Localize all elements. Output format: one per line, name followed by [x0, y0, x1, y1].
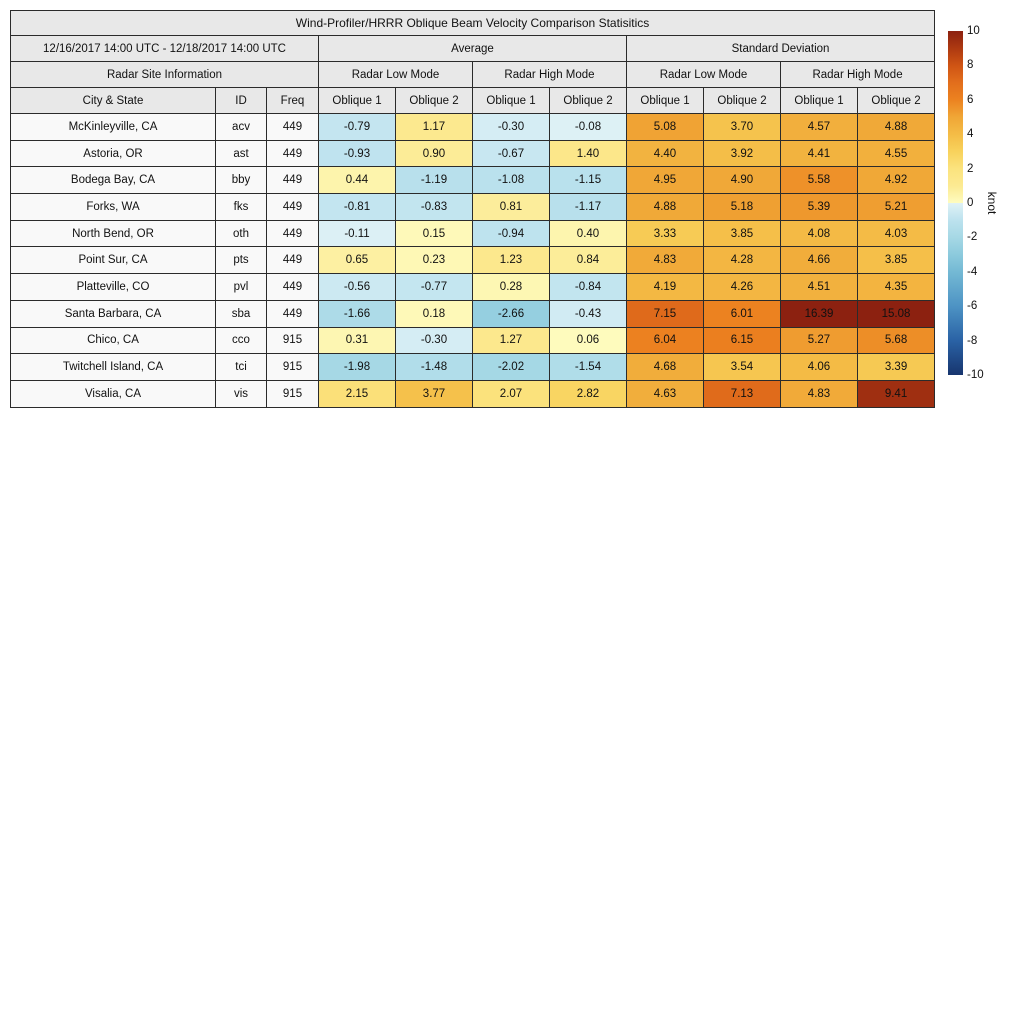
value-cell: 6.01: [704, 300, 781, 327]
column-header-5: Oblique 1: [473, 88, 550, 114]
value-cell: -0.30: [396, 327, 473, 354]
section-header-row: [11, 36, 935, 62]
city-cell: Bodega Bay, CA: [11, 167, 216, 194]
city-cell: McKinleyville, CA: [11, 114, 216, 141]
title-row: [11, 11, 935, 36]
value-cell: -1.17: [550, 194, 627, 221]
value-cell: 5.27: [781, 327, 858, 354]
table-row: [11, 220, 935, 247]
value-cell: 1.17: [396, 114, 473, 141]
column-header-9: Oblique 1: [781, 88, 858, 114]
value-cell: 6.04: [627, 327, 704, 354]
value-cell: 1.40: [550, 140, 627, 167]
freq-cell: 449: [267, 167, 319, 194]
value-cell: 0.28: [473, 274, 550, 301]
freq-cell: 449: [267, 220, 319, 247]
average-section-header: Average: [319, 36, 627, 62]
stddev-section-header: Standard Deviation: [627, 36, 935, 62]
table-row: [11, 140, 935, 167]
value-cell: -0.56: [319, 274, 396, 301]
value-cell: -2.02: [473, 354, 550, 381]
value-cell: -1.48: [396, 354, 473, 381]
value-cell: 3.85: [858, 247, 935, 274]
value-cell: 3.85: [704, 220, 781, 247]
table-row: [11, 114, 935, 141]
value-cell: 3.54: [704, 354, 781, 381]
freq-cell: 449: [267, 300, 319, 327]
value-cell: 2.15: [319, 380, 396, 407]
value-cell: -1.15: [550, 167, 627, 194]
value-cell: -1.54: [550, 354, 627, 381]
value-cell: 4.83: [627, 247, 704, 274]
value-cell: -0.30: [473, 114, 550, 141]
freq-cell: 449: [267, 194, 319, 221]
value-cell: 0.44: [319, 167, 396, 194]
value-cell: 4.40: [627, 140, 704, 167]
column-header-6: Oblique 2: [550, 88, 627, 114]
value-cell: 4.41: [781, 140, 858, 167]
city-cell: Chico, CA: [11, 327, 216, 354]
colorbar-tick: 6: [967, 93, 974, 106]
value-cell: 4.92: [858, 167, 935, 194]
value-cell: 1.27: [473, 327, 550, 354]
colorbar-tick: -6: [967, 300, 978, 313]
freq-cell: 915: [267, 327, 319, 354]
avg-low-mode-header: Radar Low Mode: [319, 62, 473, 88]
table-row: [11, 300, 935, 327]
colorbar-tick: 8: [967, 59, 974, 72]
column-header-8: Oblique 2: [704, 88, 781, 114]
value-cell: 0.06: [550, 327, 627, 354]
freq-cell: 915: [267, 380, 319, 407]
value-cell: 4.66: [781, 247, 858, 274]
value-cell: 3.92: [704, 140, 781, 167]
value-cell: 4.88: [627, 194, 704, 221]
table-row: [11, 354, 935, 381]
value-cell: 0.81: [473, 194, 550, 221]
colorbar-gradient: [948, 31, 963, 375]
value-cell: 4.90: [704, 167, 781, 194]
value-cell: -1.98: [319, 354, 396, 381]
value-cell: 4.08: [781, 220, 858, 247]
freq-cell: 915: [267, 354, 319, 381]
value-cell: 6.15: [704, 327, 781, 354]
freq-cell: 449: [267, 114, 319, 141]
value-cell: 4.57: [781, 114, 858, 141]
sd-low-mode-header: Radar Low Mode: [627, 62, 781, 88]
value-cell: -1.66: [319, 300, 396, 327]
table-body: [11, 114, 935, 408]
value-cell: -1.08: [473, 167, 550, 194]
value-cell: 2.07: [473, 380, 550, 407]
value-cell: 0.40: [550, 220, 627, 247]
value-cell: 3.70: [704, 114, 781, 141]
value-cell: 1.23: [473, 247, 550, 274]
colorbar-tick: 2: [967, 162, 974, 175]
freq-cell: 449: [267, 140, 319, 167]
id-cell: acv: [216, 114, 267, 141]
value-cell: 4.51: [781, 274, 858, 301]
value-cell: 15.08: [858, 300, 935, 327]
value-cell: 5.58: [781, 167, 858, 194]
stats-table: [10, 10, 935, 408]
colorbar-tick: -4: [967, 265, 978, 278]
value-cell: 4.83: [781, 380, 858, 407]
value-cell: 3.33: [627, 220, 704, 247]
column-header-row: [11, 88, 935, 114]
value-cell: -0.84: [550, 274, 627, 301]
freq-cell: 449: [267, 274, 319, 301]
value-cell: -0.81: [319, 194, 396, 221]
site-info-header: Radar Site Information: [11, 62, 319, 88]
value-cell: 0.65: [319, 247, 396, 274]
value-cell: -1.19: [396, 167, 473, 194]
column-header-1: ID: [216, 88, 267, 114]
value-cell: -0.67: [473, 140, 550, 167]
column-header-3: Oblique 1: [319, 88, 396, 114]
value-cell: 4.19: [627, 274, 704, 301]
colorbar-tick: -10: [967, 369, 984, 381]
value-cell: -0.43: [550, 300, 627, 327]
value-cell: 5.18: [704, 194, 781, 221]
column-header-2: Freq: [267, 88, 319, 114]
value-cell: -0.93: [319, 140, 396, 167]
city-cell: Twitchell Island, CA: [11, 354, 216, 381]
city-cell: Visalia, CA: [11, 380, 216, 407]
city-cell: Point Sur, CA: [11, 247, 216, 274]
freq-cell: 449: [267, 247, 319, 274]
stats-table-container: [10, 10, 935, 408]
value-cell: 16.39: [781, 300, 858, 327]
value-cell: 5.39: [781, 194, 858, 221]
value-cell: 5.68: [858, 327, 935, 354]
value-cell: 2.82: [550, 380, 627, 407]
chart-title: Wind-Profiler/HRRR Oblique Beam Velocity Comparison Statisitics: [11, 11, 935, 36]
id-cell: vis: [216, 380, 267, 407]
value-cell: 5.08: [627, 114, 704, 141]
value-cell: 4.35: [858, 274, 935, 301]
city-cell: Forks, WA: [11, 194, 216, 221]
value-cell: 4.06: [781, 354, 858, 381]
value-cell: 7.15: [627, 300, 704, 327]
colorbar-unit-label: knot: [985, 191, 999, 215]
table-row: [11, 247, 935, 274]
table-row: [11, 327, 935, 354]
column-header-4: Oblique 2: [396, 88, 473, 114]
period-label: 12/16/2017 14:00 UTC - 12/18/2017 14:00 UTC: [11, 36, 319, 62]
table-row: [11, 274, 935, 301]
city-cell: Astoria, OR: [11, 140, 216, 167]
id-cell: tci: [216, 354, 267, 381]
city-cell: North Bend, OR: [11, 220, 216, 247]
value-cell: -0.94: [473, 220, 550, 247]
sd-high-mode-header: Radar High Mode: [781, 62, 935, 88]
value-cell: -0.79: [319, 114, 396, 141]
mode-header-row: [11, 62, 935, 88]
id-cell: cco: [216, 327, 267, 354]
colorbar-tick: 0: [967, 197, 974, 209]
table-row: [11, 194, 935, 221]
value-cell: 4.95: [627, 167, 704, 194]
id-cell: ast: [216, 140, 267, 167]
value-cell: 4.68: [627, 354, 704, 381]
colorbar-tick: 10: [967, 25, 980, 37]
id-cell: pts: [216, 247, 267, 274]
value-cell: 0.23: [396, 247, 473, 274]
value-cell: -0.08: [550, 114, 627, 141]
id-cell: oth: [216, 220, 267, 247]
value-cell: -2.66: [473, 300, 550, 327]
value-cell: 4.28: [704, 247, 781, 274]
value-cell: 0.18: [396, 300, 473, 327]
column-header-10: Oblique 2: [858, 88, 935, 114]
city-cell: Platteville, CO: [11, 274, 216, 301]
value-cell: 0.90: [396, 140, 473, 167]
colorbar-tick: -8: [967, 334, 978, 347]
id-cell: sba: [216, 300, 267, 327]
value-cell: 9.41: [858, 380, 935, 407]
column-header-7: Oblique 1: [627, 88, 704, 114]
table-row: [11, 380, 935, 407]
table-row: [11, 167, 935, 194]
value-cell: -0.83: [396, 194, 473, 221]
id-cell: fks: [216, 194, 267, 221]
column-header-0: City & State: [11, 88, 216, 114]
value-cell: 4.55: [858, 140, 935, 167]
value-cell: 0.15: [396, 220, 473, 247]
value-cell: 3.77: [396, 380, 473, 407]
value-cell: -0.11: [319, 220, 396, 247]
value-cell: 3.39: [858, 354, 935, 381]
city-cell: Santa Barbara, CA: [11, 300, 216, 327]
value-cell: 7.13: [704, 380, 781, 407]
colorbar-tick: 4: [967, 128, 974, 141]
value-cell: 4.03: [858, 220, 935, 247]
value-cell: 0.31: [319, 327, 396, 354]
value-cell: -0.77: [396, 274, 473, 301]
value-cell: 5.21: [858, 194, 935, 221]
value-cell: 4.88: [858, 114, 935, 141]
id-cell: bby: [216, 167, 267, 194]
id-cell: pvl: [216, 274, 267, 301]
value-cell: 4.26: [704, 274, 781, 301]
value-cell: 4.63: [627, 380, 704, 407]
colorbar-tick: -2: [967, 231, 978, 244]
avg-high-mode-header: Radar High Mode: [473, 62, 627, 88]
value-cell: 0.84: [550, 247, 627, 274]
